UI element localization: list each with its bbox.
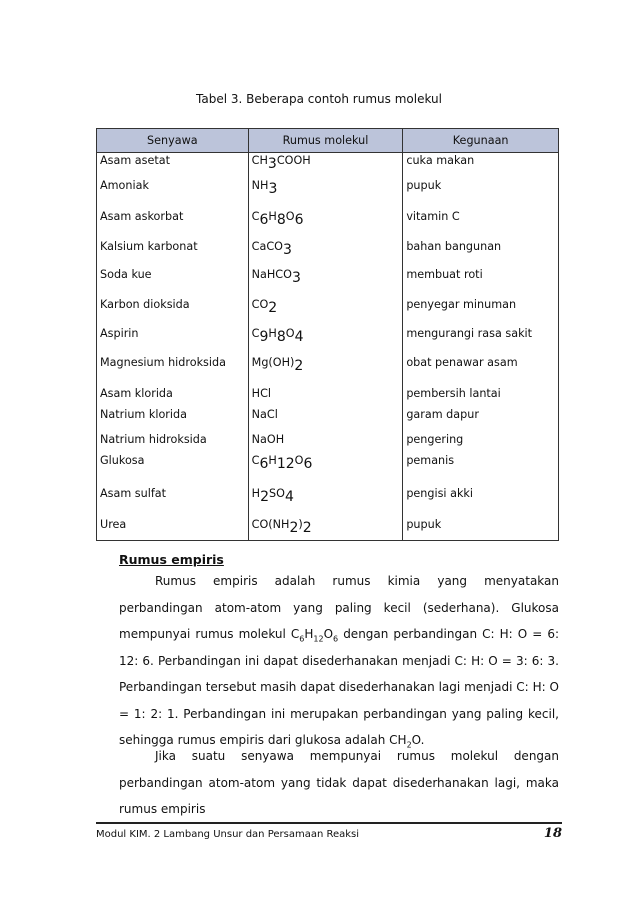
cell-rumus-molekul (248, 432, 403, 453)
table-header-row (97, 129, 559, 153)
text-run: NH (251, 178, 269, 192)
text-run: O (294, 453, 304, 467)
subscript: 9 (259, 328, 269, 345)
cell-rumus-molekul (248, 355, 403, 386)
subscript: 6 (259, 455, 269, 472)
subscript: 2 (260, 488, 270, 505)
text-run: dengan perbandingan C: H: O = 6: 12: 6. Perbandingan ini dapat disederhanakan menjadi C: H: O = 3: 6: 3. Perbandingan tersebut masih dapat disederhanakan lagi menjadi C: H: O = 1: 2: 1. Perbandingan ini merupakan perbandingan yang paling kecil, sehingga rumus empiris dari glukosa adalah CH (119, 627, 559, 747)
cell-rumus-molekul (248, 517, 403, 541)
subscript: 3 (267, 156, 277, 172)
text-run: H (304, 627, 314, 641)
cell-kegunaan: penyegar minuman (403, 297, 559, 326)
table-body (97, 153, 559, 541)
cell-senyawa: Karbon dioksida (97, 297, 249, 326)
text-run: Rumus empiris adalah rumus kimia yang menyatakan perbandingan atom-atom yang paling kecil (sederhana). Glukosa mempunyai rumus molekul C (119, 574, 559, 641)
paragraph-2-text (119, 743, 559, 823)
table-caption: Tabel 3. Beberapa contoh rumus molekul (196, 92, 442, 106)
text-run: Mg(OH) (251, 355, 295, 369)
cell-kegunaan: vitamin C (403, 209, 559, 239)
subscript: 2 (302, 519, 312, 536)
table-row (97, 326, 559, 355)
cell-rumus-molekul (248, 267, 403, 297)
cell-senyawa: Natrium hidroksida (97, 432, 249, 453)
text-run: NaHCO (251, 267, 292, 281)
cell-rumus-molekul (248, 239, 403, 267)
table-row (97, 386, 559, 407)
table-row (97, 407, 559, 432)
cell-rumus-molekul (248, 178, 403, 209)
subscript: 6 (259, 211, 269, 228)
text-run: NaCl (251, 407, 278, 421)
text-run: SO (269, 486, 285, 500)
table-row (97, 209, 559, 239)
cell-kegunaan: obat penawar asam (403, 355, 559, 386)
subscript: 6 (333, 634, 339, 644)
text-run: O (285, 326, 295, 340)
text-run: C (251, 326, 260, 340)
text-run: CO(NH (251, 517, 290, 531)
cell-senyawa: Glukosa (97, 453, 249, 486)
cell-kegunaan: mengurangi rasa sakit (403, 326, 559, 355)
table-row (97, 297, 559, 326)
cell-senyawa: Amoniak (97, 178, 249, 209)
cell-kegunaan: pengering (403, 432, 559, 453)
text-run: Jika suatu senyawa mempunyai rumus molekul dengan perbandingan atom-atom yang tidak dapat disederhanakan lagi, maka rumus empiris (119, 749, 559, 816)
table-row (97, 178, 559, 209)
subscript: 3 (291, 269, 301, 286)
text-run: CO (251, 297, 269, 311)
text-run: H (268, 453, 277, 467)
header-senyawa: Senyawa (97, 129, 249, 153)
cell-senyawa: Asam klorida (97, 386, 249, 407)
cell-senyawa: Asam askorbat (97, 209, 249, 239)
subscript: 6 (299, 634, 305, 644)
text-run: H (268, 209, 277, 223)
table-row (97, 153, 559, 178)
cell-senyawa: Asam sulfat (97, 486, 249, 517)
cell-rumus-molekul (248, 407, 403, 432)
text-run: O (323, 627, 334, 641)
section-heading: Rumus empiris (119, 552, 224, 567)
table-row (97, 517, 559, 541)
subscript: 4 (294, 328, 304, 345)
table-row (97, 239, 559, 267)
text-run: COOH (276, 154, 311, 167)
text-run: CH (251, 154, 268, 167)
text-run: C (251, 209, 260, 223)
header-kegunaan: Kegunaan (403, 129, 559, 153)
subscript: 2 (294, 357, 304, 374)
table-row (97, 432, 559, 453)
table-row (97, 267, 559, 297)
table-row (97, 486, 559, 517)
cell-rumus-molekul (248, 297, 403, 326)
table-row (97, 355, 559, 386)
cell-senyawa: Natrium klorida (97, 407, 249, 432)
cell-kegunaan: pupuk (403, 178, 559, 209)
paragraph-2 (119, 743, 559, 823)
text-run: O (285, 209, 295, 223)
subscript: 2 (268, 299, 278, 316)
text-run: H (251, 486, 261, 500)
cell-senyawa: Urea (97, 517, 249, 541)
cell-kegunaan: pupuk (403, 517, 559, 541)
cell-kegunaan: pemanis (403, 453, 559, 486)
text-run: C (251, 453, 260, 467)
cell-kegunaan: membuat roti (403, 267, 559, 297)
cell-kegunaan: pengisi akki (403, 486, 559, 517)
cell-rumus-molekul (248, 386, 403, 407)
subscript: 4 (284, 488, 294, 505)
cell-kegunaan: bahan bangunan (403, 239, 559, 267)
text-run: O. (411, 733, 425, 747)
subscript: 8 (276, 211, 286, 228)
cell-rumus-molekul (248, 453, 403, 486)
text-run: H (268, 326, 277, 340)
cell-kegunaan: cuka makan (403, 153, 559, 178)
cell-senyawa: Soda kue (97, 267, 249, 297)
cell-kegunaan: pembersih lantai (403, 386, 559, 407)
cell-senyawa: Magnesium hidroksida (97, 355, 249, 386)
subscript: 6 (303, 455, 313, 472)
subscript: 12 (313, 634, 324, 644)
cell-rumus-molekul (248, 486, 403, 517)
cell-senyawa: Aspirin (97, 326, 249, 355)
cell-rumus-molekul (248, 153, 403, 178)
cell-kegunaan: garam dapur (403, 407, 559, 432)
footer-module-title: Modul KIM. 2 Lambang Unsur dan Persamaan Reaksi (96, 829, 360, 840)
subscript: 6 (294, 211, 304, 228)
subscript: 3 (268, 180, 278, 197)
subscript: 2 (406, 740, 412, 750)
subscript: 3 (282, 241, 292, 258)
cell-senyawa: Asam asetat (97, 153, 249, 178)
footer-rule (96, 822, 562, 824)
text-run: ) (298, 517, 303, 531)
text-run: HCl (251, 386, 272, 400)
table-row (97, 453, 559, 486)
page-number: 18 (543, 826, 562, 841)
paragraph-1 (119, 568, 559, 754)
cell-senyawa: Kalsium karbonat (97, 239, 249, 267)
subscript: 8 (276, 328, 286, 345)
cell-rumus-molekul (248, 209, 403, 239)
subscript: 2 (289, 519, 299, 536)
text-run: NaOH (251, 432, 285, 446)
paragraph-1-text (119, 568, 559, 754)
cell-rumus-molekul (248, 326, 403, 355)
subscript: 12 (276, 455, 295, 472)
header-rumus-molekul: Rumus molekul (248, 129, 403, 153)
text-run: CaCO (251, 239, 283, 253)
molecular-formula-table (96, 128, 559, 541)
